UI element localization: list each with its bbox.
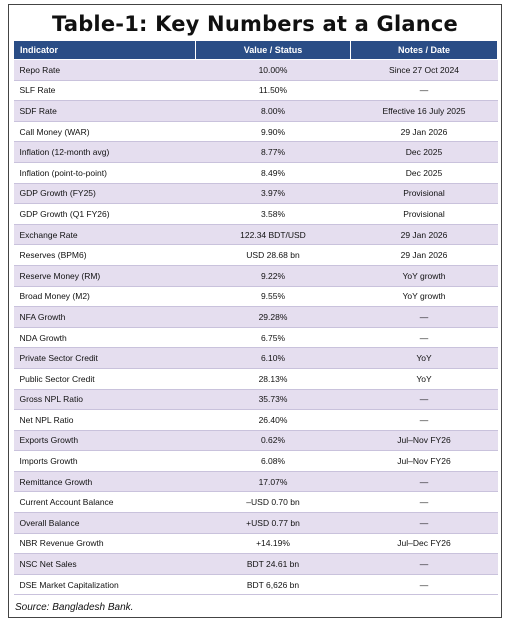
notes-cell: Dec 2025 xyxy=(351,162,498,183)
indicator-cell: Gross NPL Ratio xyxy=(14,389,196,410)
value-cell: 3.97% xyxy=(196,183,351,204)
table-row xyxy=(14,574,498,595)
table-row xyxy=(14,286,498,307)
indicator-cell: Net NPL Ratio xyxy=(14,410,196,431)
table-row xyxy=(14,101,498,122)
value-cell: 0.62% xyxy=(196,430,351,451)
indicator-cell: Inflation (12-month avg) xyxy=(14,142,196,163)
table-body xyxy=(14,60,498,595)
indicator-cell: DSE Market Capitalization xyxy=(14,574,196,595)
table-row xyxy=(14,265,498,286)
table-row xyxy=(14,80,498,101)
indicator-cell: NSC Net Sales xyxy=(14,554,196,575)
value-cell: 9.22% xyxy=(196,265,351,286)
notes-cell: — xyxy=(351,327,498,348)
indicator-cell: SLF Rate xyxy=(14,80,196,101)
table-title: Table-1: Key Numbers at a Glance xyxy=(52,12,458,36)
value-cell: 28.13% xyxy=(196,368,351,389)
notes-cell: — xyxy=(351,80,498,101)
value-cell: +USD 0.77 bn xyxy=(196,513,351,534)
indicator-cell: NBR Revenue Growth xyxy=(14,533,196,554)
value-cell: 6.75% xyxy=(196,327,351,348)
table-row xyxy=(14,410,498,431)
table-row xyxy=(14,162,498,183)
notes-cell: YoY growth xyxy=(351,265,498,286)
indicator-cell: Public Sector Credit xyxy=(14,368,196,389)
notes-cell: Effective 16 July 2025 xyxy=(351,101,498,122)
indicator-cell: Exchange Rate xyxy=(14,224,196,245)
value-cell: USD 28.68 bn xyxy=(196,245,351,266)
value-cell: 29.28% xyxy=(196,307,351,328)
value-cell: 35.73% xyxy=(196,389,351,410)
table-row xyxy=(14,245,498,266)
notes-cell: Jul–Dec FY26 xyxy=(351,533,498,554)
notes-cell: — xyxy=(351,471,498,492)
indicator-cell: Exports Growth xyxy=(14,430,196,451)
header-value: Value / Status xyxy=(196,41,351,60)
notes-cell: Provisional xyxy=(351,183,498,204)
indicator-cell: Remittance Growth xyxy=(14,471,196,492)
table-row xyxy=(14,183,498,204)
notes-cell: Jul–Nov FY26 xyxy=(351,430,498,451)
notes-cell: YoY growth xyxy=(351,286,498,307)
key-numbers-table xyxy=(13,40,498,595)
notes-cell: 29 Jan 2026 xyxy=(351,121,498,142)
table-row xyxy=(14,121,498,142)
indicator-cell: NDA Growth xyxy=(14,327,196,348)
table-row xyxy=(14,368,498,389)
table-row xyxy=(14,327,498,348)
indicator-cell: Broad Money (M2) xyxy=(14,286,196,307)
notes-cell: — xyxy=(351,574,498,595)
value-cell: 122.34 BDT/USD xyxy=(196,224,351,245)
table-row xyxy=(14,471,498,492)
value-cell: –USD 0.70 bn xyxy=(196,492,351,513)
table-row xyxy=(14,451,498,472)
table-row xyxy=(14,142,498,163)
value-cell: 26.40% xyxy=(196,410,351,431)
value-cell: 6.08% xyxy=(196,451,351,472)
table-row xyxy=(14,224,498,245)
indicator-cell: GDP Growth (FY25) xyxy=(14,183,196,204)
table-row xyxy=(14,60,498,81)
indicator-cell: Private Sector Credit xyxy=(14,348,196,369)
indicator-cell: NFA Growth xyxy=(14,307,196,328)
value-cell: 10.00% xyxy=(196,60,351,81)
indicator-cell: Repo Rate xyxy=(14,60,196,81)
notes-cell: — xyxy=(351,389,498,410)
notes-cell: — xyxy=(351,554,498,575)
notes-cell: YoY xyxy=(351,348,498,369)
header-notes: Notes / Date xyxy=(351,41,498,60)
table-row xyxy=(14,554,498,575)
value-cell: 9.90% xyxy=(196,121,351,142)
value-cell: 3.58% xyxy=(196,204,351,225)
notes-cell: Dec 2025 xyxy=(351,142,498,163)
table-row xyxy=(14,389,498,410)
source-note: Source: Bangladesh Bank. xyxy=(15,602,134,613)
table-row xyxy=(14,492,498,513)
indicator-cell: Call Money (WAR) xyxy=(14,121,196,142)
indicator-cell: Imports Growth xyxy=(14,451,196,472)
value-cell: 6.10% xyxy=(196,348,351,369)
indicator-cell: Inflation (point-to-point) xyxy=(14,162,196,183)
notes-cell: — xyxy=(351,307,498,328)
value-cell: 17.07% xyxy=(196,471,351,492)
table-row xyxy=(14,533,498,554)
notes-cell: 29 Jan 2026 xyxy=(351,245,498,266)
indicator-cell: Current Account Balance xyxy=(14,492,196,513)
value-cell: 9.55% xyxy=(196,286,351,307)
notes-cell: 29 Jan 2026 xyxy=(351,224,498,245)
indicator-cell: SDF Rate xyxy=(14,101,196,122)
notes-cell: — xyxy=(351,492,498,513)
value-cell: BDT 24.61 bn xyxy=(196,554,351,575)
table-row xyxy=(14,307,498,328)
indicator-cell: Reserve Money (RM) xyxy=(14,265,196,286)
notes-cell: Since 27 Oct 2024 xyxy=(351,60,498,81)
indicator-cell: GDP Growth (Q1 FY26) xyxy=(14,204,196,225)
table-header-row xyxy=(14,41,498,60)
notes-cell: — xyxy=(351,410,498,431)
table-row xyxy=(14,348,498,369)
indicator-cell: Overall Balance xyxy=(14,513,196,534)
table-row xyxy=(14,204,498,225)
notes-cell: — xyxy=(351,513,498,534)
value-cell: 11.50% xyxy=(196,80,351,101)
key-numbers-panel xyxy=(8,4,502,618)
notes-cell: Jul–Nov FY26 xyxy=(351,451,498,472)
value-cell: BDT 6,626 bn xyxy=(196,574,351,595)
value-cell: +14.19% xyxy=(196,533,351,554)
notes-cell: Provisional xyxy=(351,204,498,225)
indicator-cell: Reserves (BPM6) xyxy=(14,245,196,266)
table-row xyxy=(14,430,498,451)
value-cell: 8.49% xyxy=(196,162,351,183)
header-indicator: Indicator xyxy=(14,41,196,60)
table-row xyxy=(14,513,498,534)
notes-cell: YoY xyxy=(351,368,498,389)
value-cell: 8.00% xyxy=(196,101,351,122)
value-cell: 8.77% xyxy=(196,142,351,163)
